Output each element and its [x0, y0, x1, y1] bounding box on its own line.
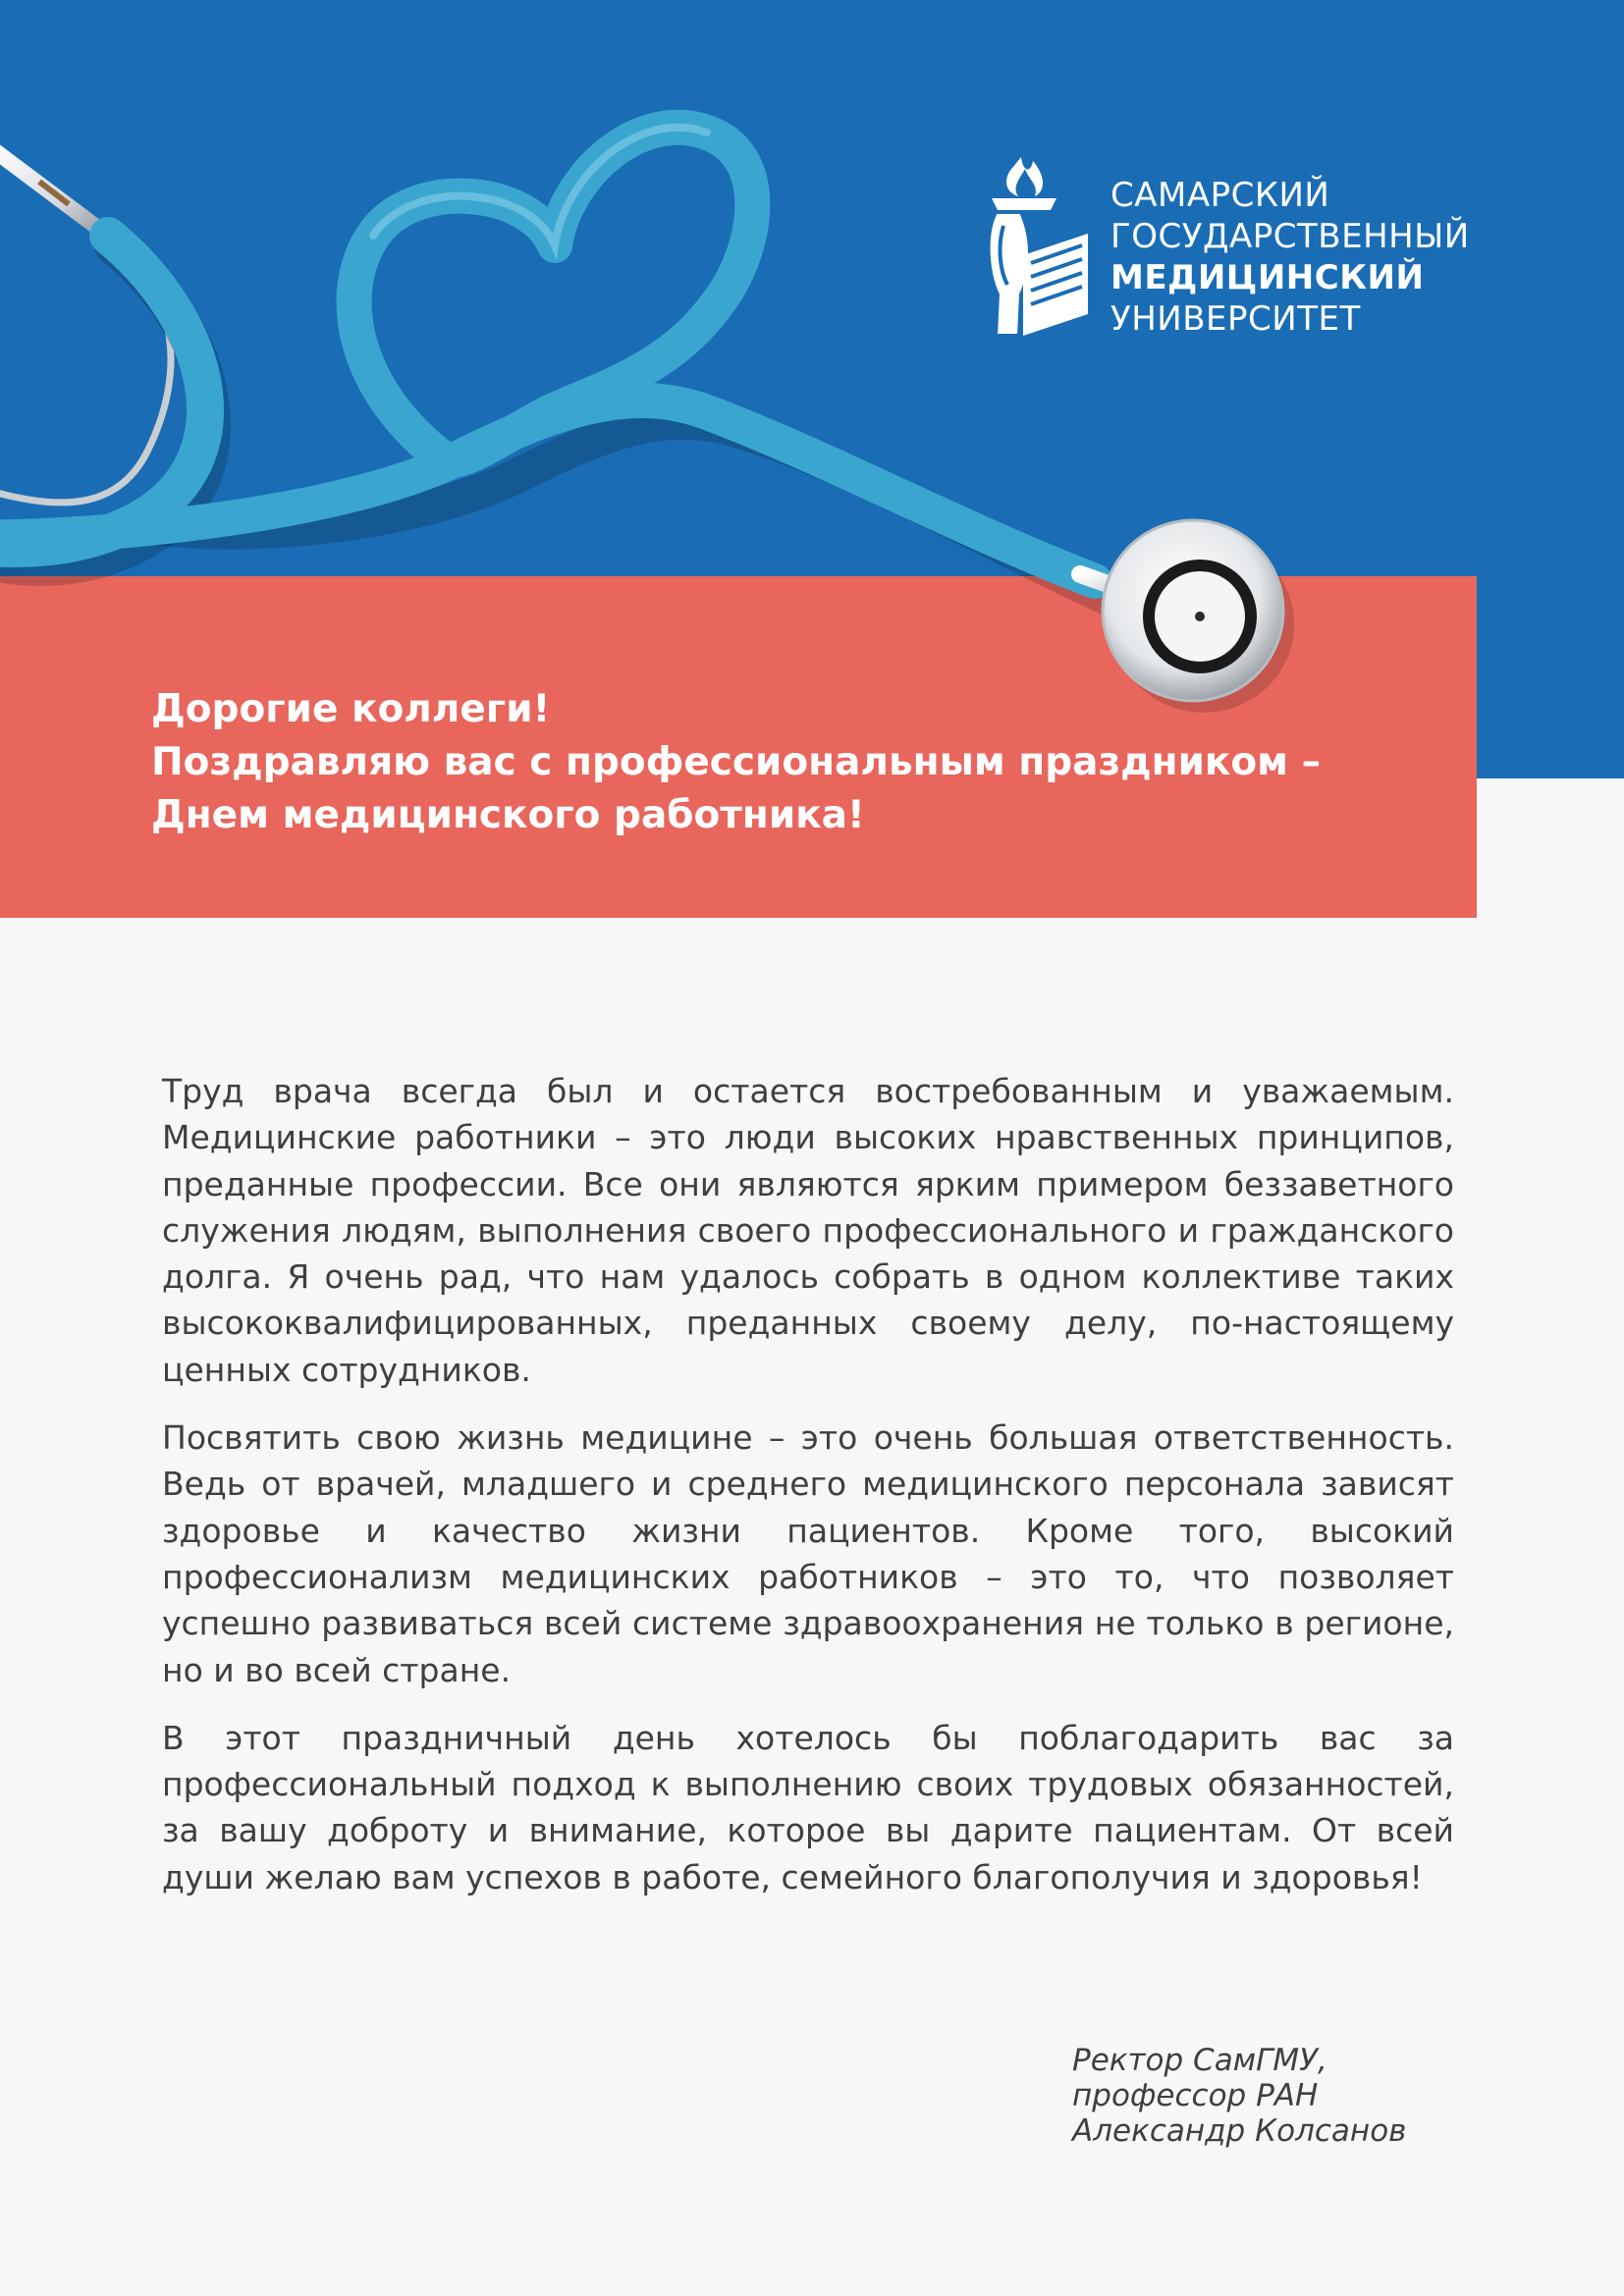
body-paragraph-1: Труд врача всегда был и остается востребованным и уважаемым. Медицинские работники – это люди высоких нравственных принципов, преданные профессии. Все они являются ярким примером беззаветного служения людям, выполнения своего профессионального и гражданского долга. Я очень рад, что нам удалось собрать в одном коллективе таких высококвалифицированных, преданных своему делу, по-настоящему ценных сотрудников.	[162, 1072, 1454, 1389]
signature-name: Александр Колсанов	[1072, 2113, 1407, 2149]
university-name-line3: МЕДИЦИНСКИЙ	[1110, 258, 1425, 297]
university-name-line2: ГОСУДАРСТВЕННЫЙ	[1110, 217, 1470, 256]
headline-line3: Днем медицинского работника!	[151, 793, 865, 837]
body-paragraph-2: Посвятить свою жизнь медицине – это очень большая ответственность. Ведь от врачей, младшего и среднего медицинского персонала зависят здоровье и качество жизни пациентов. Кроме того, высокий профессионализм медицинских работников – это то, что позволяет успешно развиваться всей системе здравоохранения не только в регионе, но и во всей стране.	[162, 1418, 1454, 1689]
body-paragraph-3: В этот праздничный день хотелось бы поблагодарить вас за профессиональный подход к выполнению своих трудовых обязанностей, за вашу доброту и внимание, которое вы дарите пациентам. От всей души желаю вам успехов в работе, семейного благополучия и здоровья!	[162, 1718, 1454, 1896]
university-name-line4: УНИВЕРСИТЕТ	[1110, 299, 1361, 339]
headline-line1: Дорогие коллеги!	[151, 687, 551, 731]
signature-block	[1072, 2043, 1406, 2149]
signature-title: Ректор СамГМУ,	[1072, 2043, 1327, 2078]
signature-rank: профессор РАН	[1072, 2078, 1319, 2113]
letter-body	[162, 1068, 1454, 1922]
headline	[151, 683, 1321, 842]
headline-line2: Поздравляю вас с профессиональным праздником –	[151, 740, 1322, 784]
chestpiece-center	[1195, 612, 1205, 621]
university-name	[1110, 175, 1470, 340]
university-name-line1: САМАРСКИЙ	[1110, 176, 1330, 215]
university-logo-emblem	[974, 147, 1092, 344]
